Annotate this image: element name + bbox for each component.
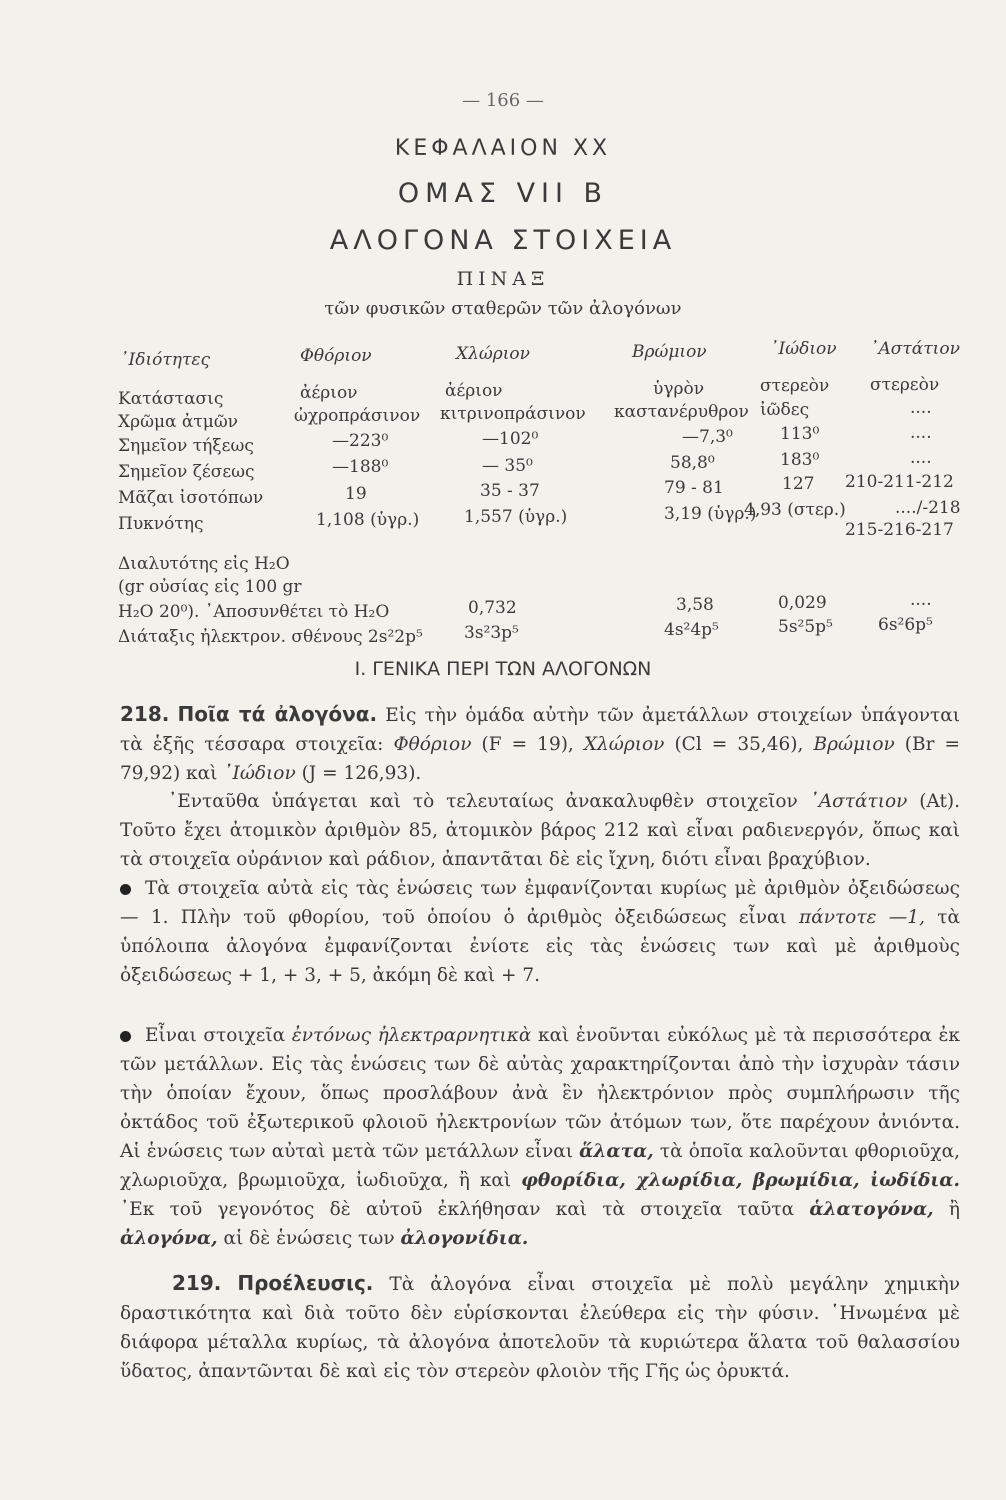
cell-br-state: ὑγρὸν <box>653 379 705 399</box>
cell-br-boiling: 58,8⁰ <box>670 453 715 473</box>
element-value: (Br = 79,92) καὶ <box>120 734 960 784</box>
cell-i-boiling: 183⁰ <box>780 450 820 470</box>
paragraph-text: Τὰ στοιχεῖα αὐτὰ εἰς τὰς ἑνώσεις των ἐμφανίζονται κυρίως μὲ ἀριθμὸν ὀξειδώσεως — 1. Πλὴν τοῦ φθορίου, τοῦ ὁποίου ὁ ἀριθμὸς ὀξειδώσεως εἶναι <box>120 878 960 928</box>
configuration-label: Διάταξις ἠλεκτρον. σθένους 2s²2p⁵ <box>118 627 423 647</box>
row-label-vapor-color: Χρῶμα ἀτμῶν <box>118 412 239 432</box>
cell-i-state: στερεὸν <box>760 376 830 396</box>
paragraph-text: ἢ <box>948 1199 960 1220</box>
row-label-isotope-masses: Μᾶζαι ἰσοτόπων <box>118 488 264 508</box>
cell-f-boiling: —188⁰ <box>332 457 389 477</box>
solubility-label-line2: (gr οὐσίας εἰς 100 gr <box>118 577 302 597</box>
row-label-boiling-point: Σημεῖον ζέσεως <box>118 462 255 482</box>
paragraph-electronegativity <box>120 1021 960 1253</box>
header-chlorine: Χλώριον <box>456 344 530 364</box>
cell-br-density: 3,19 (ὑγρ.) <box>664 504 757 524</box>
cell-br-color: καστανέρυθρον <box>614 402 749 422</box>
cell-cl-isotopes: 35 - 37 <box>480 481 540 501</box>
cell-at-color: .... <box>910 398 932 418</box>
configuration-at: 6s²6p⁵ <box>878 615 933 635</box>
paragraph-text: τὰ ὑπόλοιπα ἀλογόνα ἐμφανίζονται ἐνίοτε εἰς τὰς ἑνώσεις των καὶ μὲ ἀριθμοὺς ὀξειδώσεως + 1, + 3, + 5, ἀκόμη δὲ καὶ + 7. <box>120 907 961 986</box>
header-iodine: ᾿Ιώδιον <box>770 339 837 359</box>
emphasis-text: ἁλατογόνα, <box>809 1199 934 1220</box>
table-title: ΠΙΝΑΞ <box>456 268 550 290</box>
emphasis-text: ἐντόνως ἠλεκτραρνητικὰ <box>291 1025 532 1046</box>
table-subtitle: τῶν φυσικῶν σταθερῶν τῶν ἀλογόνων <box>324 298 682 319</box>
configuration-cl: 3s²3p⁵ <box>464 623 519 643</box>
solubility-label-line3: H₂O 20⁰). ᾿Αποσυνθέτει τὸ H₂O <box>118 602 390 622</box>
paragraph-heading: Προέλευσις. <box>237 1271 374 1295</box>
paragraph-text: τὰ ὁποῖα καλοῦνται φθοριοῦχα, χλωριοῦχα, βρωμιοῦχα, ἰωδιοῦχα, ἢ καὶ <box>120 1141 960 1191</box>
cell-f-density: 1,108 (ὑγρ.) <box>316 510 420 530</box>
paragraph-astatine <box>120 787 960 874</box>
element-value: (F = 19), <box>481 734 574 755</box>
cell-cl-state: ἀέριον <box>445 381 503 401</box>
paragraph-text: αἱ δὲ ἑνώσεις των <box>223 1228 395 1249</box>
paragraph-text: Εἶναι στοιχεῖα <box>145 1025 286 1046</box>
cell-cl-boiling: — 35⁰ <box>482 456 533 476</box>
element-name-fluorine: Φθόριον <box>393 734 472 755</box>
solubility-cl: 0,732 <box>468 598 517 618</box>
element-name-chlorine: Χλώριον <box>583 734 665 755</box>
group-heading: ΟΜΑΣ VII B <box>397 178 609 209</box>
element-name-astatine: ᾿Αστάτιον <box>809 791 908 812</box>
cell-f-state: ἀέριον <box>300 383 358 403</box>
cell-f-color: ὠχροπράσινον <box>294 406 421 426</box>
cell-br-isotopes: 79 - 81 <box>664 478 724 498</box>
paragraph-heading: Ποῖα τά ἀλογόνα. <box>177 702 378 726</box>
row-label-density: Πυκνότης <box>118 514 204 534</box>
page-title: ΑΛΟΓΟΝΑ ΣΤΟΙΧΕΙΑ <box>329 225 677 256</box>
chapter-heading: ΚΕΦΑΛΑΙΟΝ XX <box>394 136 612 161</box>
cell-i-density: 4,93 (στερ.) <box>744 500 846 520</box>
solubility-at: .... <box>910 590 932 610</box>
cell-i-isotopes: 127 <box>782 474 815 494</box>
emphasis-text: ἀλογόνα, <box>120 1228 218 1249</box>
paragraph-text: (At). Τοῦτο ἔχει ἀτομικὸν ἀριθμὸν 85, ἀτομικὸν βάρος 212 καὶ εἶναι ραδιενεργόν, ὅπως καὶ τὰ στοιχεῖα οὐράνιον καὶ ράδιον, ἀπαντᾶται δὲ εἰς ἴχνη, διότι εἶναι βραχύβιον. <box>120 791 961 870</box>
paragraph-text: Τὰ ἀλογόνα εἶναι στοιχεῖα μὲ πολὺ μεγάλην χημικὴν δραστικότητα καὶ διὰ τοῦτο δὲν εὑρίσκονται ἐλεύθερα εἰς τὴν φύσιν. ῾Ηνωμένα μὲ διάφορα μέταλλα κυρίως, τὰ ἀλογόνα ἀποτελοῦν τὰ κυριώτερα ἅλατα τοῦ θαλασσίου ὕδατος, ἀπαντῶνται δὲ καὶ εἰς τὸν στερεὸν φλοιὸν τῆς Γῆς ὡς ὀρυκτά. <box>120 1274 960 1382</box>
section-title: I. ΓΕΝΙΚΑ ΠΕΡΙ ΤΩΝ ΑΛΟΓΟΝΩΝ <box>354 658 652 680</box>
emphasis-text: ἀλογονίδια. <box>400 1228 529 1249</box>
paragraph-219 <box>120 1269 960 1386</box>
cell-i-melting: 113⁰ <box>780 424 820 444</box>
element-name-bromine: Βρώμιον <box>813 734 895 755</box>
element-name-iodine: ᾿Ιώδιον <box>223 763 296 784</box>
row-label-melting-point: Σημεῖον τήξεως <box>118 436 254 456</box>
header-fluorine: Φθόριον <box>300 346 372 366</box>
paragraph-oxidation <box>120 874 960 990</box>
solubility-i: 0,029 <box>778 593 827 613</box>
configuration-br: 4s²4p⁵ <box>664 620 719 640</box>
element-value: (Cl = 35,46), <box>674 734 804 755</box>
element-value: (J = 126,93). <box>301 763 422 784</box>
cell-at-density: ..../-218 <box>895 498 961 518</box>
paragraph-text: ᾿Ενταῦθα ὑπάγεται καὶ τὸ τελευταίως ἀνακαλυφθὲν στοιχεῖον <box>168 791 798 812</box>
page-number: — 166 — <box>462 90 544 111</box>
header-bromine: Βρώμιον <box>632 342 707 362</box>
paragraph-text: καὶ ἑνοῦνται εὐκόλως μὲ τὰ περισσότερα ἐκ τῶν μετάλλων. Εἰς τὰς ἑνώσεις των δὲ αὐτὰς χαρακτηρίζονται ἀπὸ τὴν ἰσχυρὰν τάσιν τὴν ὁποίαν ἔχουν, ὅπως προσλάβουν ἀνὰ ἓν ἠλεκτρόνιον πρὸς συμπλήρωσιν τῆς ὀκτάδος τοῦ ἐξωτερικοῦ φλοιοῦ ἠλεκτρονίων τῶν ἀτόμων των, ὅτε παρέχουν ἀνιόντα. Αἱ ἑνώσεις των αὐταὶ μετὰ τῶν μετάλλων εἶναι <box>120 1025 960 1162</box>
cell-at-isotopes: 210-211-212 <box>845 472 954 492</box>
paragraph-number: 219. <box>172 1271 222 1295</box>
solubility-label-line1: Διαλυτότης εἰς H₂O <box>118 554 290 574</box>
paragraph-number: 218. <box>120 702 170 726</box>
cell-cl-melting: —102⁰ <box>482 429 539 449</box>
solubility-br: 3,58 <box>676 595 714 615</box>
cell-at-isotopes-extra: 215-216-217 <box>845 520 954 540</box>
bullet-icon <box>120 884 131 895</box>
emphasis-text: ἅλατα, <box>579 1141 654 1162</box>
row-label-state: Κατάστασις <box>118 389 224 409</box>
paragraph-text: ᾿Εκ τοῦ γεγονότος δὲ αὐτοῦ ἐκλήθησαν καὶ τὰ στοιχεῖα ταῦτα <box>120 1199 795 1220</box>
cell-at-state: στερεὸν <box>870 375 940 395</box>
paragraph-text: Εἰς τὴν ὁμάδα αὐτὴν τῶν ἀμετάλλων στοιχείων ὑπάγονται τὰ ἑξῆς τέσσαρα στοιχεῖα: <box>120 705 960 755</box>
cell-i-color: ἰῶδες <box>760 400 810 420</box>
emphasis-text: φθορίδια, χλωρίδια, βρωμίδια, ἰωδίδια. <box>521 1170 960 1191</box>
cell-br-melting: —7,3⁰ <box>682 427 733 447</box>
configuration-i: 5s²5p⁵ <box>778 617 833 637</box>
cell-at-boiling: .... <box>910 448 932 468</box>
emphasis-text: πάντοτε —1, <box>799 907 925 928</box>
cell-f-melting: —223⁰ <box>332 431 389 451</box>
bullet-icon <box>120 1031 131 1042</box>
paragraph-218 <box>120 700 960 788</box>
cell-at-melting: .... <box>910 423 932 443</box>
header-astatine: ᾿Αστάτιον <box>870 339 960 359</box>
cell-cl-color: κιτρινοπράσινον <box>440 404 586 424</box>
cell-cl-density: 1,557 (ὑγρ.) <box>464 507 568 527</box>
cell-f-isotopes: 19 <box>345 484 367 504</box>
header-properties: ᾿Ιδιότητες <box>120 350 210 370</box>
